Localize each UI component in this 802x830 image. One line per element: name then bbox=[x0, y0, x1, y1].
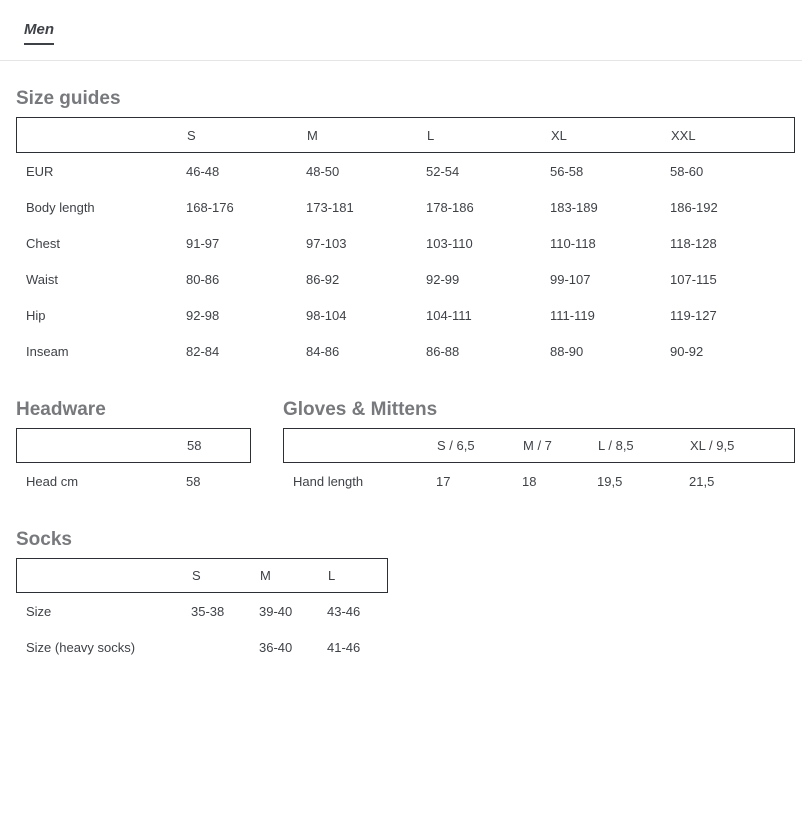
data-cell: 186-192 bbox=[670, 199, 718, 215]
data-cell: 90-92 bbox=[670, 343, 704, 359]
table-header-row bbox=[16, 558, 388, 593]
data-cell: 173-181 bbox=[306, 199, 354, 215]
headware-title: Headware bbox=[16, 399, 106, 420]
gloves-mittens-section bbox=[283, 399, 795, 499]
data-cell: 103-110 bbox=[426, 235, 473, 251]
column-header: XXL bbox=[671, 127, 696, 143]
data-cell: 35-38 bbox=[191, 603, 225, 619]
data-cell: 36-40 bbox=[259, 639, 293, 655]
table-header-row bbox=[283, 428, 795, 463]
mid-sections bbox=[16, 399, 802, 499]
table-row bbox=[16, 297, 795, 333]
tab-men[interactable]: Men bbox=[24, 21, 54, 45]
page-content bbox=[0, 88, 802, 665]
row-label: Chest bbox=[26, 235, 60, 251]
table-row bbox=[16, 225, 795, 261]
table-row bbox=[16, 629, 388, 665]
data-cell: 111-119 bbox=[550, 307, 595, 323]
data-cell: 39-40 bbox=[259, 603, 293, 619]
data-cell: 119-127 bbox=[670, 307, 717, 323]
data-cell: 98-104 bbox=[306, 307, 347, 323]
row-label: Head cm bbox=[26, 473, 79, 489]
column-header: XL / 9,5 bbox=[690, 438, 735, 453]
gloves-mittens-title: Gloves & Mittens bbox=[283, 399, 438, 420]
column-header: S bbox=[192, 568, 201, 583]
data-cell: 107-115 bbox=[670, 271, 717, 287]
data-cell: 86-88 bbox=[426, 343, 460, 359]
row-label: EUR bbox=[26, 163, 54, 179]
data-cell: 118-128 bbox=[670, 235, 717, 251]
tab-bar bbox=[0, 0, 802, 61]
table-row bbox=[16, 189, 795, 225]
data-cell: 86-92 bbox=[306, 271, 340, 287]
data-cell: 58-60 bbox=[670, 163, 704, 179]
row-label: Size (heavy socks) bbox=[26, 639, 136, 655]
data-cell: 52-54 bbox=[426, 163, 460, 179]
data-cell: 97-103 bbox=[306, 235, 347, 251]
row-label: Waist bbox=[26, 271, 59, 287]
headware-section bbox=[16, 399, 251, 499]
column-header: L bbox=[427, 127, 435, 143]
data-cell: 41-46 bbox=[327, 639, 361, 655]
headware-table bbox=[16, 428, 251, 499]
size-guides-title: Size guides bbox=[16, 88, 121, 109]
column-header: M bbox=[260, 568, 271, 583]
table-row bbox=[16, 261, 795, 297]
column-header: L / 8,5 bbox=[598, 438, 634, 453]
data-cell: 168-176 bbox=[186, 199, 234, 215]
data-cell: 46-48 bbox=[186, 163, 220, 179]
table-header-row bbox=[16, 428, 251, 463]
data-cell: 110-118 bbox=[550, 235, 596, 251]
data-cell: 104-111 bbox=[426, 307, 472, 323]
data-cell: 48-50 bbox=[306, 163, 340, 179]
column-header: S / 6,5 bbox=[437, 438, 475, 453]
column-header: XL bbox=[551, 127, 567, 143]
data-cell: 92-99 bbox=[426, 271, 460, 287]
data-cell: 178-186 bbox=[426, 199, 474, 215]
column-header: L bbox=[328, 568, 336, 583]
table-row bbox=[16, 463, 251, 499]
data-cell: 19,5 bbox=[597, 473, 623, 489]
socks-table bbox=[16, 558, 388, 665]
size-guides-table bbox=[16, 117, 795, 369]
row-label: Hand length bbox=[293, 473, 364, 489]
data-cell: 88-90 bbox=[550, 343, 584, 359]
data-cell: 18 bbox=[522, 473, 537, 489]
data-cell: 91-97 bbox=[186, 235, 220, 251]
column-header: 58 bbox=[187, 438, 202, 453]
data-cell: 92-98 bbox=[186, 307, 220, 323]
size-guides-section bbox=[16, 88, 802, 369]
data-cell: 82-84 bbox=[186, 343, 220, 359]
table-row bbox=[283, 463, 795, 499]
data-cell: 21,5 bbox=[689, 473, 715, 489]
row-label: Body length bbox=[26, 199, 95, 215]
data-cell: 183-189 bbox=[550, 199, 598, 215]
column-header: M bbox=[307, 127, 318, 143]
row-label: Inseam bbox=[26, 343, 69, 359]
column-header: S bbox=[187, 127, 196, 143]
gloves-mittens-table bbox=[283, 428, 795, 499]
data-cell: 43-46 bbox=[327, 603, 361, 619]
data-cell: 80-86 bbox=[186, 271, 220, 287]
data-cell: 84-86 bbox=[306, 343, 340, 359]
row-label: Size bbox=[26, 603, 52, 619]
table-row bbox=[16, 333, 795, 369]
data-cell: 17 bbox=[436, 473, 451, 489]
socks-section bbox=[16, 529, 802, 665]
data-cell: 58 bbox=[186, 473, 201, 489]
table-header-row bbox=[16, 117, 795, 153]
column-header: M / 7 bbox=[523, 438, 552, 453]
data-cell: 56-58 bbox=[550, 163, 584, 179]
row-label: Hip bbox=[26, 307, 46, 323]
table-row bbox=[16, 593, 388, 629]
data-cell: 99-107 bbox=[550, 271, 591, 287]
table-row bbox=[16, 153, 795, 189]
socks-title: Socks bbox=[16, 529, 72, 550]
